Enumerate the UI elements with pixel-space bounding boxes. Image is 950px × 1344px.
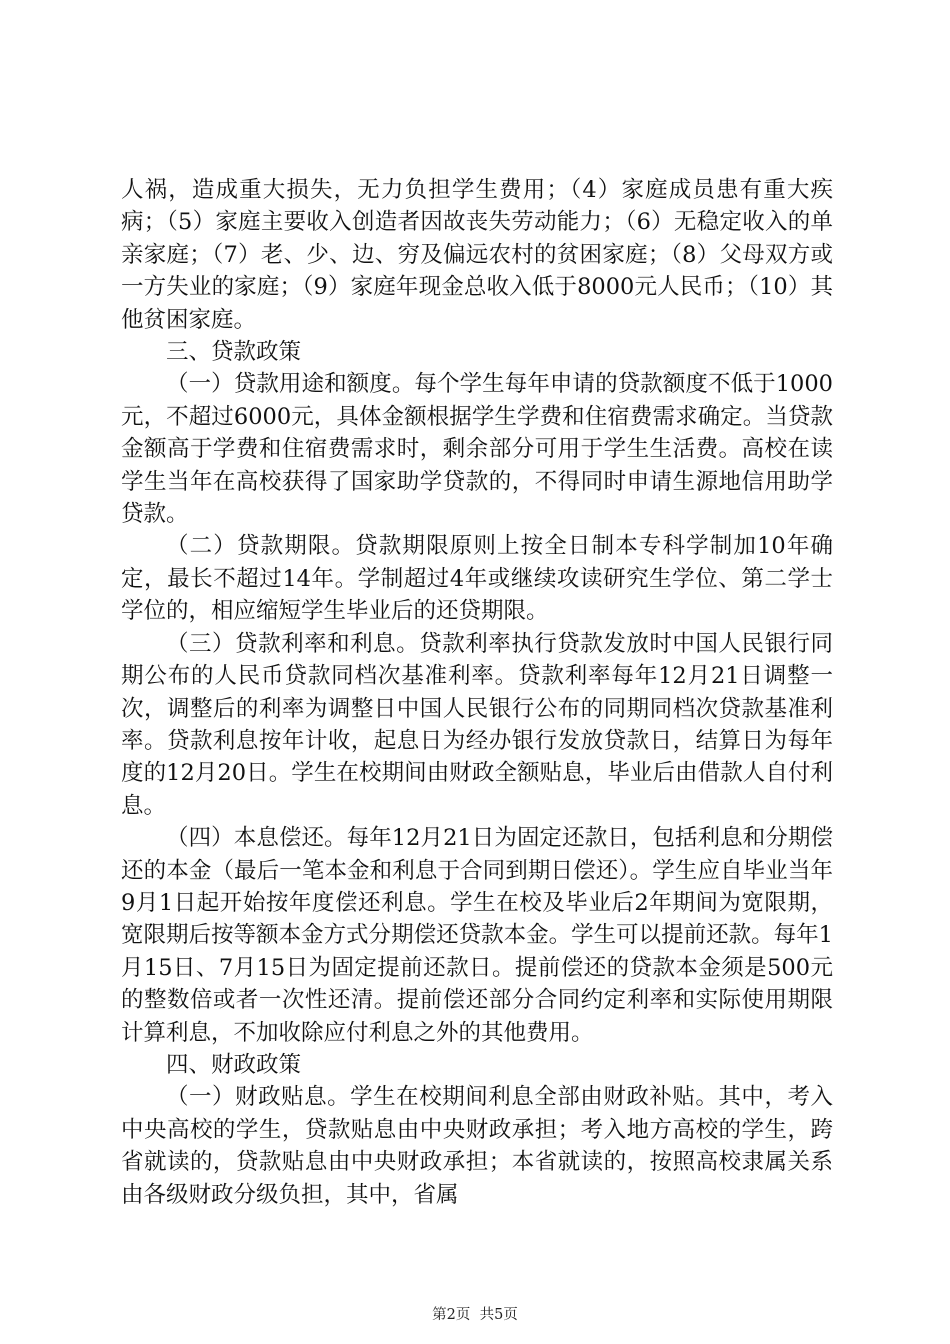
paragraph-fiscal-subsidy: （一）财政贴息。学生在校期间利息全部由财政补贴。其中，考入中央高校的学生，贷款贴息由中央财政承担；考入地方高校的学生，跨省就读的，贷款贴息由中央财政承担；本省就读的，按照高校隶属关系由各级财政分级负担，其中，省属 (121, 1084, 833, 1208)
paragraph-loan-interest: （三）贷款利率和利息。贷款利率执行贷款发放时中国人民银行同期公布的人民币贷款同档次基准利率。贷款利率每年12月21日调整一次，调整后的利率为调整日中国人民银行公布的同期同档次贷款基准利率。贷款利息按年计收，起息日为经办银行发放贷款日，结算日为每年度的12月20日。学生在校期间由财政全额贴息，毕业后由借款人自付利息。 (121, 630, 833, 819)
paragraph-loan-term: （二）贷款期限。贷款期限原则上按全日制本专科学制加10年确定，最长不超过14年。学制超过4年或继续攻读研究生学位、第二学士学位的，相应缩短学生毕业后的还贷期限。 (121, 533, 833, 625)
paragraph-continuation: 人祸，造成重大损失，无力负担学生费用；（4）家庭成员患有重大疾病；（5）家庭主要收入创造者因故丧失劳动能力；（6）无稳定收入的单亲家庭；（7）老、少、边、穷及偏远农村的贫困家庭；（8）父母双方或一方失业的家庭；（9）家庭年现金总收入低于8000元人民币；（10）其他贫困家庭。 (121, 177, 833, 333)
page-footer: 第2页 共5页 (432, 1307, 518, 1323)
document-body (121, 174, 833, 1211)
section-heading-fiscal-policy: 四、财政政策 (166, 1051, 302, 1078)
paragraph-repayment: （四）本息偿还。每年12月21日为固定还款日，包括利息和分期偿还的本金（最后一笔本金和利息于合同到期日偿还）。学生应自毕业当年9月1日起开始按年度偿还利息。学生在校及毕业后2年期间为宽限期，宽限期后按等额本金方式分期偿还贷款本金。学生可以提前还款。每年1月15日、7月15日为固定提前还款日。提前偿还的贷款本金须是500元的整数倍或者一次性还清。提前偿还部分合同约定利率和实际使用期限计算利息，不加收除应付利息之外的其他费用。 (121, 825, 833, 1046)
section-heading-loan-policy: 三、贷款政策 (166, 339, 302, 366)
paragraph-loan-usage-amount: （一）贷款用途和额度。每个学生每年申请的贷款额度不低于1000元，不超过6000元，具体金额根据学生学费和住宿费需求确定。当贷款金额高于学费和住宿费需求时，剩余部分可用于学生生活费。高校在读学生当年在高校获得了国家助学贷款的，不得同时申请生源地信用助学贷款。 (121, 371, 833, 528)
